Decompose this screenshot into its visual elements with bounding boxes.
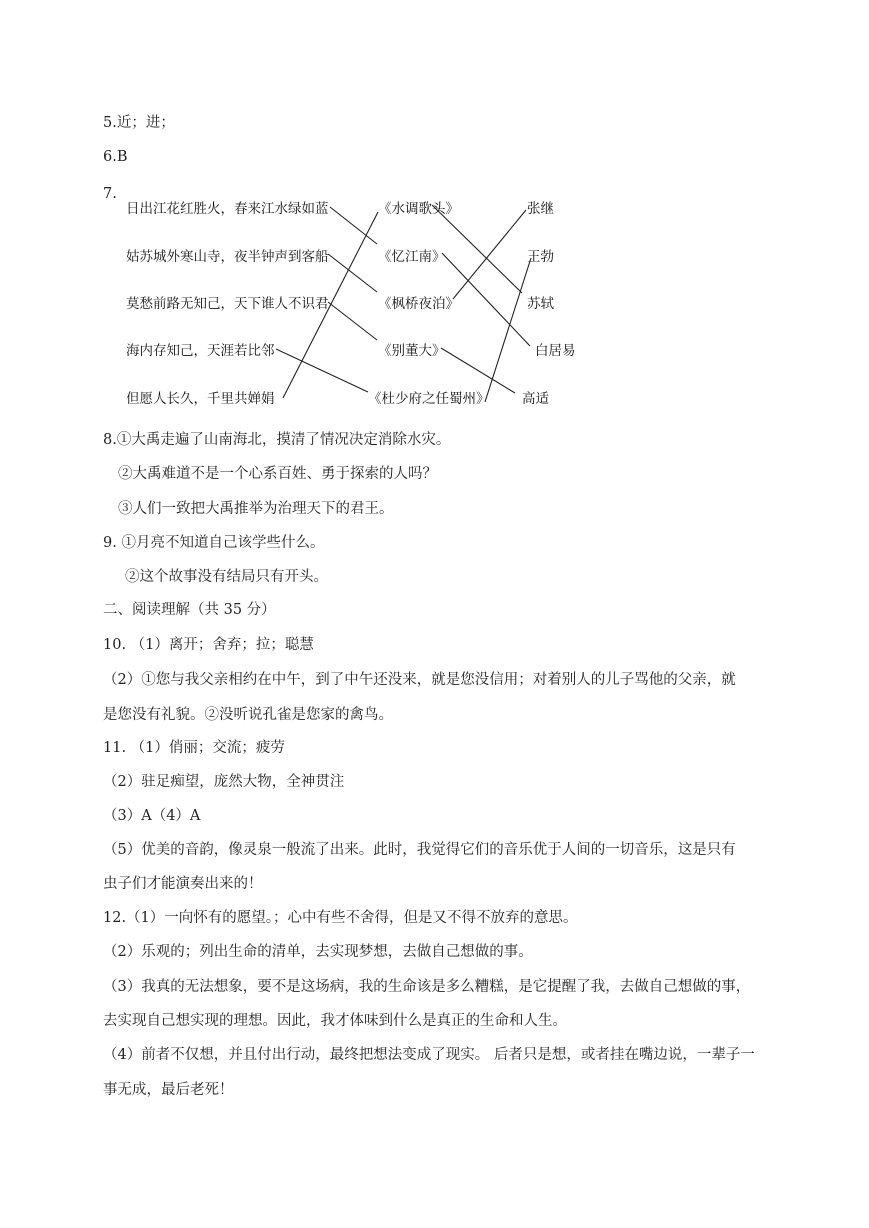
- answer-11-line-2: （2）驻足痴望，庞然大物，全神贯注: [103, 774, 345, 790]
- author-3: 苏轼: [527, 296, 554, 312]
- answer-12-line-2: （2）乐观的；列出生命的清单，去实现梦想，去做自己想做的事。: [103, 944, 533, 960]
- section-2-heading: 二、阅读理解（共 35 分）: [103, 602, 276, 618]
- answer-9-line-1: 9. ①月亮不知道自己该学些什么。: [103, 535, 325, 551]
- verse-1: 日出江花红胜火，春来江水绿如蓝: [126, 201, 329, 217]
- title-3: 《枫桥夜泊》: [378, 296, 459, 312]
- author-4: 白居易: [535, 343, 576, 359]
- answer-11-line-1: 11. （1）俏丽；交流；疲劳: [103, 740, 285, 756]
- answer-7-label: 7.: [103, 186, 117, 202]
- author-2: 王勃: [527, 249, 554, 265]
- answer-8-line-3: ③人们一致把大禹推举为治理天下的君王。: [118, 501, 394, 517]
- answer-12-line-6: 事无成，最后老死！: [103, 1082, 234, 1098]
- answer-12-line-3: （3）我真的无法想象，要不是这场病，我的生命该是多么糟糕，是它提醒了我，去做自己想做的事，: [103, 979, 751, 995]
- title-5: 《杜少府之任蜀州》: [368, 391, 490, 407]
- title-2: 《忆江南》: [378, 249, 446, 265]
- answer-10-line-2: （2）①您与我父亲相约在中午，到了中午还没来，就是您没信用；对着别人的儿子骂他的父亲，就: [103, 672, 736, 688]
- answer-10-line-3: 是您没有礼貌。②没听说孔雀是您家的禽鸟。: [103, 707, 393, 723]
- answer-11-line-5: 虫子们才能演奏出来的！: [103, 876, 263, 892]
- answer-12-line-4: 去实现自己想实现的理想。因此，我才体味到什么是真正的生命和人生。: [103, 1013, 567, 1029]
- title-4: 《别董大》: [378, 343, 446, 359]
- link-verse2-title3: [328, 254, 377, 292]
- answer-8-line-1: 8.①大禹走遍了山南海北，摸清了情况决定消除水灾。: [103, 432, 451, 448]
- answer-5: 5.近；进；: [103, 115, 175, 131]
- title-1: 《水调歌头》: [378, 201, 459, 217]
- answer-6: 6.B: [103, 149, 128, 165]
- link-verse1-title2: [330, 207, 377, 244]
- answer-12-line-1: 12.（1）一向怀有的愿望。；心中有些不舍得，但是又不得不放弃的意思。: [103, 910, 578, 926]
- verse-5: 但愿人长久，千里共婵娟: [126, 391, 275, 407]
- verse-2: 姑苏城外寒山寺，夜半钟声到客船: [126, 249, 329, 265]
- answer-11-line-4: （5）优美的音韵，像灵泉一般流了出来。此时，我觉得它们的音乐优于人间的一切音乐，这是只有: [103, 842, 736, 858]
- answer-8-line-2: ②大禹难道不是一个心系百姓、勇于探索的人吗？: [118, 466, 437, 482]
- answer-9-line-2: ②这个故事没有结局只有开头。: [125, 569, 328, 585]
- verse-4: 海内存知己，天涯若比邻: [126, 343, 275, 359]
- link-title1-author3: [432, 205, 522, 293]
- author-5: 高适: [522, 391, 549, 407]
- answer-10-line-1: 10. （1）离开；舍弃；拉；聪慧: [103, 637, 314, 653]
- author-1: 张继: [527, 201, 554, 217]
- answer-12-line-5: （4）前者不仅想，并且付出行动，最终把想法变成了现实。 后者只是想，或者挂在嘴边说，一辈子一: [103, 1047, 755, 1063]
- link-title4-author5: [441, 348, 515, 393]
- answer-11-line-3: （3）A（4）A: [103, 808, 201, 824]
- verse-3: 莫愁前路无知己，天下谁人不识君: [126, 296, 329, 312]
- link-verse3-title4: [328, 302, 377, 340]
